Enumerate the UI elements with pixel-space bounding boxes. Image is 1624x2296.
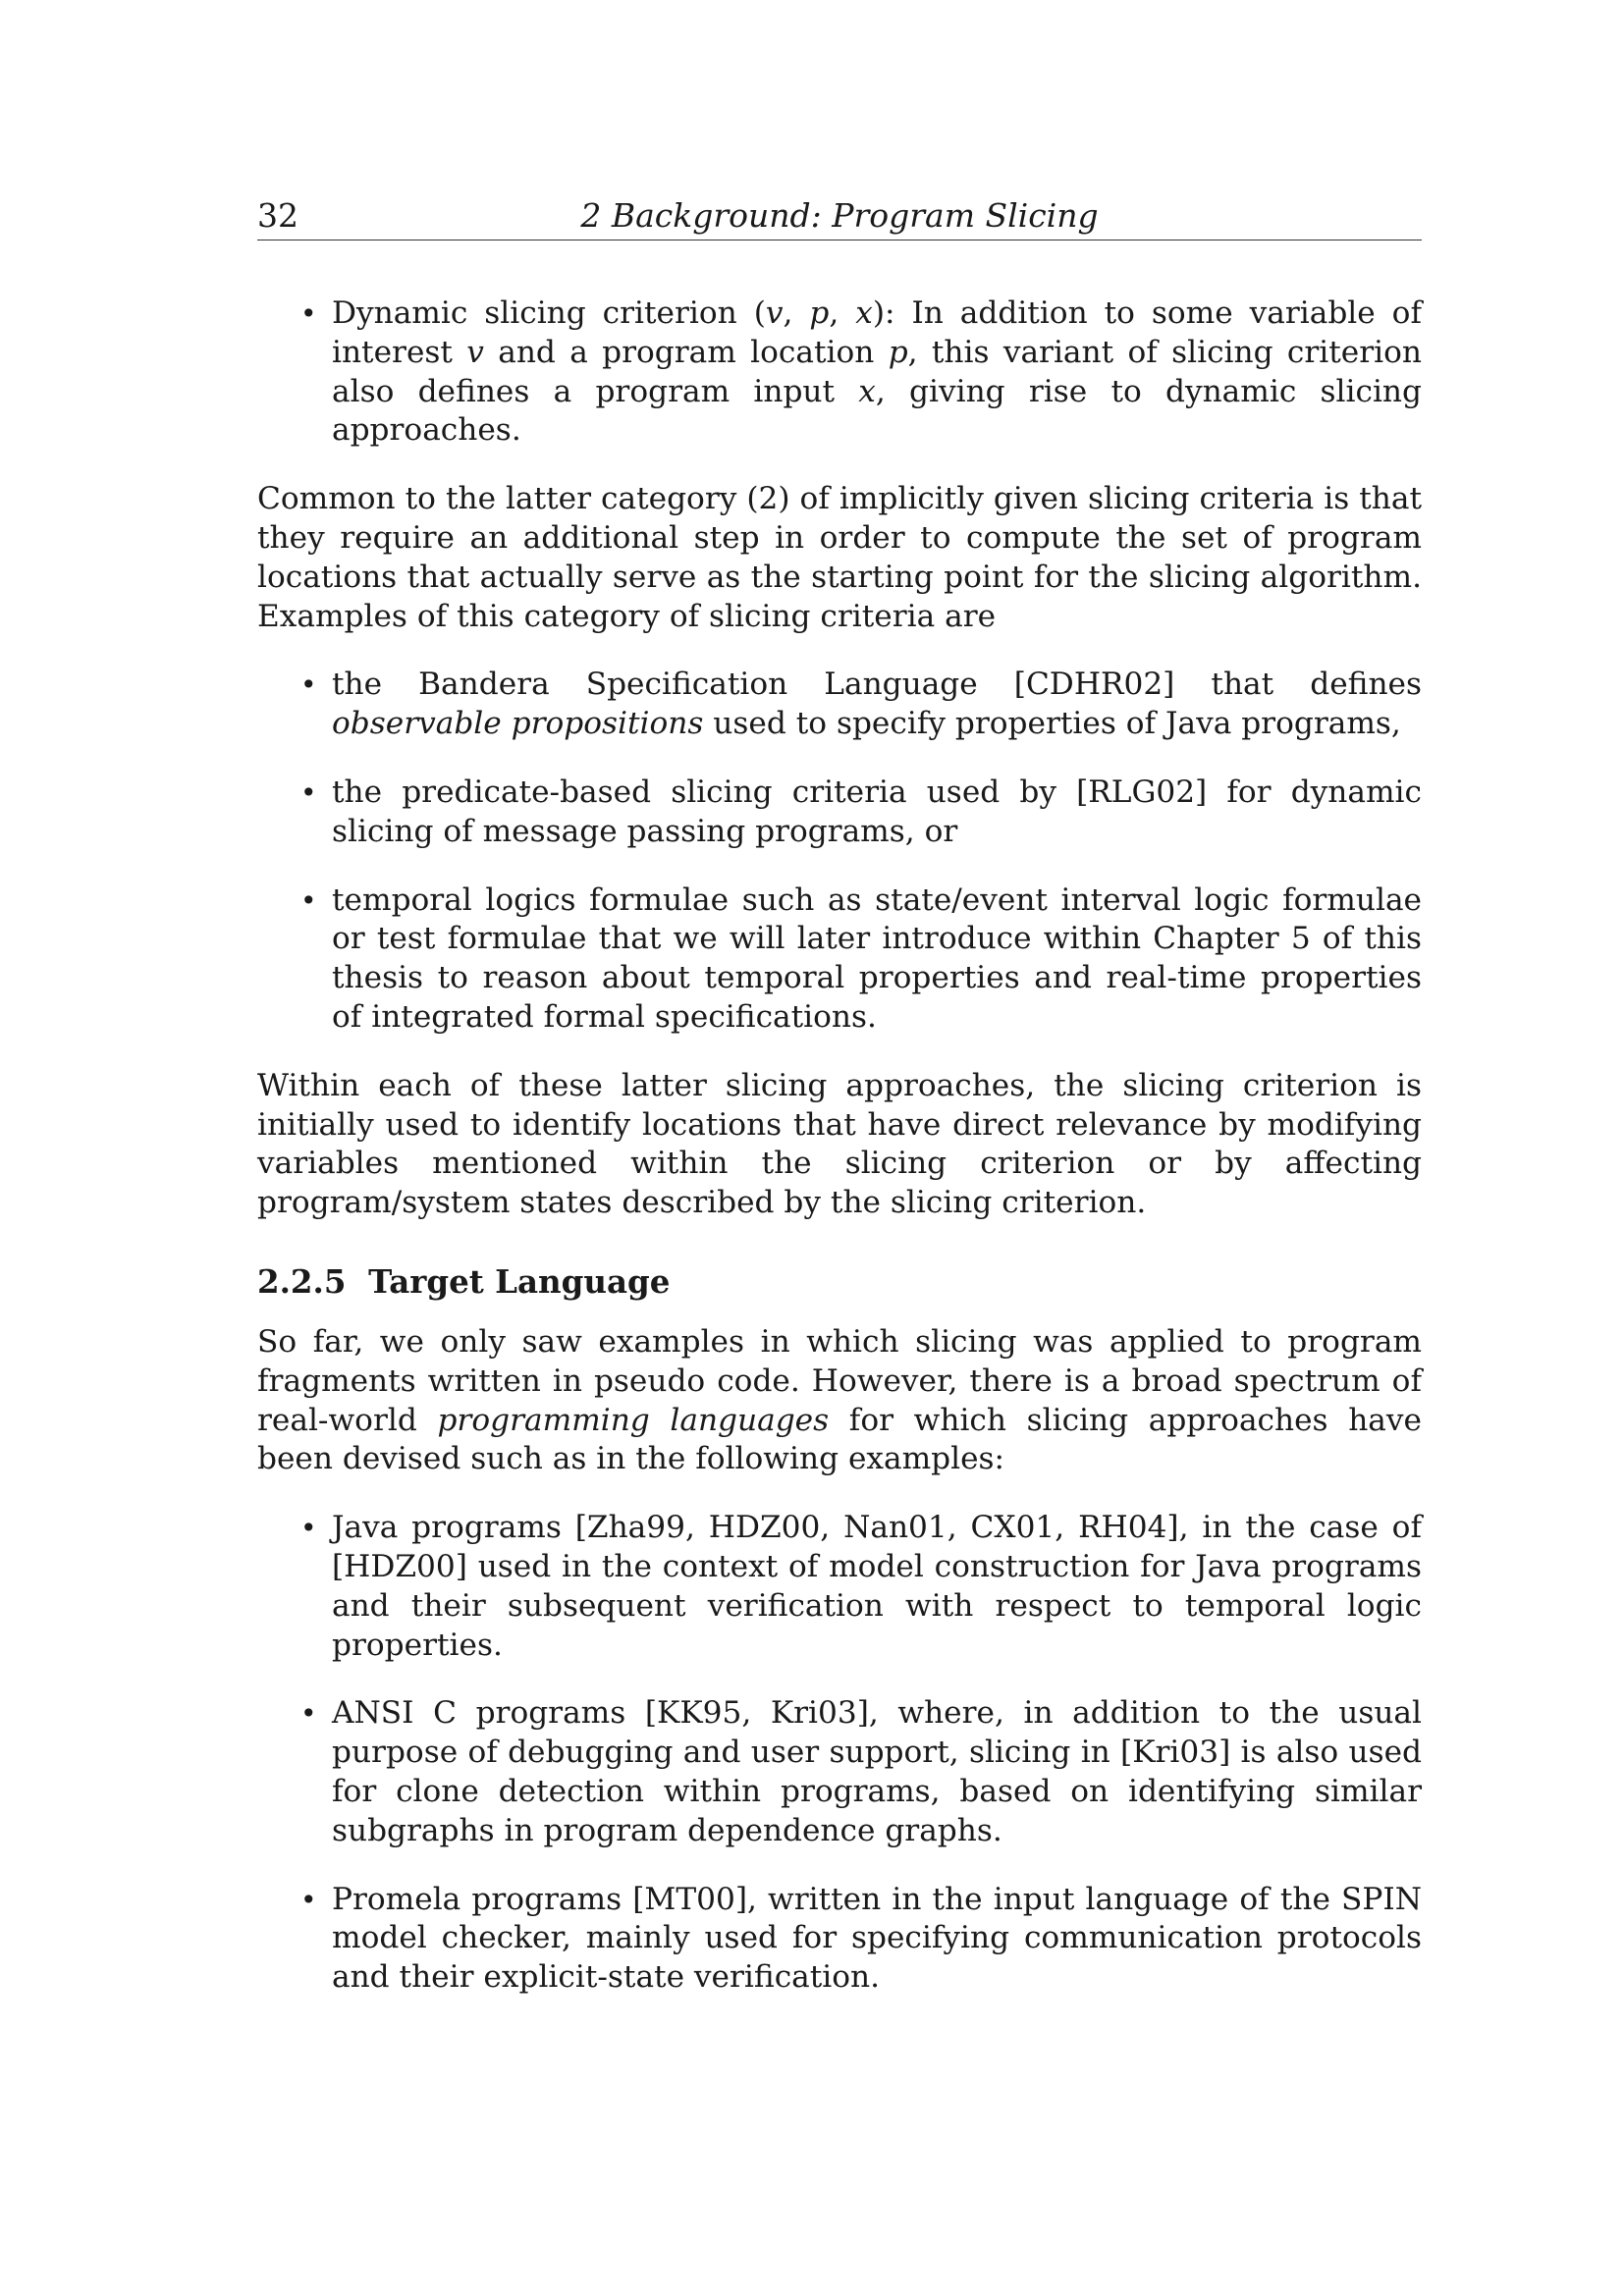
- paragraph-so-far: So far, we only saw examples in which slicing was applied to program fragments written in pseudo code. However, there is a broad spectrum of real-world programming languages for which slicing approaches have been devised such as in the following examples:: [257, 1323, 1422, 1477]
- bullet-icon: •: [300, 1512, 317, 1545]
- list-item-temporal: • temporal logics formulae such as state/event interval logic formulae or test formulae that we will later introduce within Chapter 5 of this thesis to reason about temporal properties and real-time properties of integrated formal specifications.: [300, 881, 1422, 1035]
- bullet-icon: •: [300, 297, 317, 330]
- list-item-bandera: • the Bandera Specification Language [CDHR02] that defines observable propositions used to specify properties of Java programs,: [300, 667, 1422, 742]
- list-item-promela: • Promela programs [MT00], written in the input language of the SPIN model checker, mainly used for specifying communication protocols and their explicit-state verification.: [300, 1881, 1422, 1996]
- criteria-list-top: [257, 294, 1422, 451]
- section-number: 2.2.5: [257, 1261, 347, 1301]
- bullet-icon: •: [300, 883, 317, 917]
- bullet-icon: •: [300, 668, 317, 702]
- paragraph-common: Common to the latter category (2) of implicitly given slicing criteria is that they require an additional step in order to compute the set of program locations that actually serve as the starting point for the slicing algorithm. Examples of this category of slicing criteria are: [257, 481, 1422, 634]
- page-number: 32: [257, 196, 298, 235]
- section-heading: [257, 1262, 1422, 1302]
- bullet-icon: •: [300, 1883, 317, 1916]
- list-item-dynamic-criterion: • Dynamic slicing criterion (v, p, x): In addition to some variable of interest v and a program location p, this variant of slicing criterion also defines a program input x, giving rise to dynamic slicing approaches.: [300, 295, 1422, 449]
- body-text: [257, 294, 1422, 1998]
- running-header: [257, 194, 1422, 240]
- section-title: Target Language: [368, 1261, 671, 1301]
- paragraph-within: Within each of these latter slicing approaches, the slicing criterion is initially used to identify locations that have direct relevance by modifying variables mentioned within the slicing criterion or by affecting program/system states described by the slicing criterion.: [257, 1067, 1422, 1221]
- bullet-icon: •: [300, 775, 317, 809]
- criteria-examples-list: [257, 666, 1422, 1037]
- list-item-java: • Java programs [Zha99, HDZ00, Nan01, CX01, RH04], in the case of [HDZ00] used in the context of model construction for Java programs and their subsequent verification with respect to temporal logic properties.: [300, 1510, 1422, 1663]
- language-examples-list: [257, 1509, 1422, 1998]
- bullet-icon: •: [300, 1697, 317, 1731]
- list-item-predicate: • the predicate-based slicing criteria used by [RLG02] for dynamic slicing of message passing programs, or: [300, 774, 1422, 849]
- running-title: 2 Background: Program Slicing: [580, 196, 1099, 235]
- list-item-ansi-c: • ANSI C programs [KK95, Kri03], where, in addition to the usual purpose of debugging and user support, slicing in [Kri03] is also used for clone detection within programs, based on identifying similar subgraphs in program dependence graphs.: [300, 1695, 1422, 1848]
